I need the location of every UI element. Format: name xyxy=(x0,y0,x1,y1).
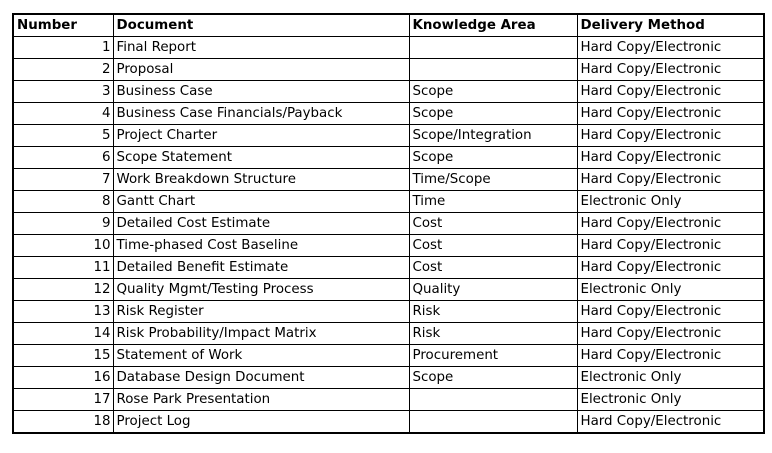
cell-number: 8 xyxy=(13,191,113,213)
table-row xyxy=(13,37,764,59)
cell-number: 15 xyxy=(13,345,113,367)
header-delivery-method: Delivery Method xyxy=(577,14,764,37)
cell-delivery-method: Hard Copy/Electronic xyxy=(577,147,764,169)
cell-number: 18 xyxy=(13,411,113,434)
cell-number: 4 xyxy=(13,103,113,125)
cell-delivery-method: Hard Copy/Electronic xyxy=(577,81,764,103)
cell-knowledge-area: Scope xyxy=(409,81,577,103)
cell-knowledge-area xyxy=(409,37,577,59)
cell-knowledge-area: Scope xyxy=(409,103,577,125)
header-knowledge-area: Knowledge Area xyxy=(409,14,577,37)
cell-number: 17 xyxy=(13,389,113,411)
table-row xyxy=(13,103,764,125)
deliverables-table xyxy=(12,13,765,434)
cell-delivery-method: Hard Copy/Electronic xyxy=(577,411,764,434)
cell-knowledge-area: Procurement xyxy=(409,345,577,367)
cell-number: 6 xyxy=(13,147,113,169)
cell-document: Business Case Financials/Payback xyxy=(113,103,409,125)
cell-delivery-method: Hard Copy/Electronic xyxy=(577,345,764,367)
cell-document: Database Design Document xyxy=(113,367,409,389)
table-row xyxy=(13,235,764,257)
cell-knowledge-area: Cost xyxy=(409,235,577,257)
cell-knowledge-area: Scope xyxy=(409,147,577,169)
cell-knowledge-area: Scope xyxy=(409,367,577,389)
cell-document: Risk Register xyxy=(113,301,409,323)
cell-document: Detailed Benefit Estimate xyxy=(113,257,409,279)
cell-document: Proposal xyxy=(113,59,409,81)
cell-number: 14 xyxy=(13,323,113,345)
cell-delivery-method: Hard Copy/Electronic xyxy=(577,257,764,279)
cell-delivery-method: Hard Copy/Electronic xyxy=(577,323,764,345)
cell-delivery-method: Electronic Only xyxy=(577,191,764,213)
cell-delivery-method: Electronic Only xyxy=(577,279,764,301)
table-row xyxy=(13,257,764,279)
cell-delivery-method: Hard Copy/Electronic xyxy=(577,103,764,125)
cell-knowledge-area xyxy=(409,411,577,434)
cell-number: 5 xyxy=(13,125,113,147)
cell-number: 7 xyxy=(13,169,113,191)
table-row xyxy=(13,389,764,411)
cell-knowledge-area: Risk xyxy=(409,323,577,345)
cell-number: 1 xyxy=(13,37,113,59)
cell-delivery-method: Hard Copy/Electronic xyxy=(577,169,764,191)
cell-delivery-method: Hard Copy/Electronic xyxy=(577,301,764,323)
cell-delivery-method: Hard Copy/Electronic xyxy=(577,213,764,235)
cell-knowledge-area xyxy=(409,389,577,411)
cell-delivery-method: Hard Copy/Electronic xyxy=(577,235,764,257)
cell-number: 11 xyxy=(13,257,113,279)
cell-document: Time-phased Cost Baseline xyxy=(113,235,409,257)
cell-number: 9 xyxy=(13,213,113,235)
cell-knowledge-area: Time/Scope xyxy=(409,169,577,191)
cell-delivery-method: Electronic Only xyxy=(577,389,764,411)
table-row xyxy=(13,345,764,367)
cell-number: 16 xyxy=(13,367,113,389)
cell-document: Risk Probability/Impact Matrix xyxy=(113,323,409,345)
cell-delivery-method: Hard Copy/Electronic xyxy=(577,125,764,147)
cell-delivery-method: Hard Copy/Electronic xyxy=(577,37,764,59)
header-row xyxy=(13,14,764,37)
table-row xyxy=(13,279,764,301)
table-row xyxy=(13,125,764,147)
cell-knowledge-area: Cost xyxy=(409,213,577,235)
header-document: Document xyxy=(113,14,409,37)
cell-number: 12 xyxy=(13,279,113,301)
cell-document: Final Report xyxy=(113,37,409,59)
cell-delivery-method: Electronic Only xyxy=(577,367,764,389)
cell-number: 2 xyxy=(13,59,113,81)
table-row xyxy=(13,59,764,81)
cell-document: Rose Park Presentation xyxy=(113,389,409,411)
table-row xyxy=(13,191,764,213)
cell-knowledge-area: Time xyxy=(409,191,577,213)
cell-document: Business Case xyxy=(113,81,409,103)
cell-document: Scope Statement xyxy=(113,147,409,169)
cell-knowledge-area: Scope/Integration xyxy=(409,125,577,147)
cell-delivery-method: Hard Copy/Electronic xyxy=(577,59,764,81)
table-row xyxy=(13,367,764,389)
header-number: Number xyxy=(13,14,113,37)
table-row xyxy=(13,147,764,169)
cell-document: Work Breakdown Structure xyxy=(113,169,409,191)
cell-knowledge-area: Risk xyxy=(409,301,577,323)
table-row xyxy=(13,213,764,235)
cell-document: Statement of Work xyxy=(113,345,409,367)
cell-document: Quality Mgmt/Testing Process xyxy=(113,279,409,301)
cell-number: 10 xyxy=(13,235,113,257)
cell-document: Project Log xyxy=(113,411,409,434)
cell-knowledge-area: Cost xyxy=(409,257,577,279)
table-row xyxy=(13,301,764,323)
cell-document: Detailed Cost Estimate xyxy=(113,213,409,235)
table-body xyxy=(13,37,764,434)
cell-document: Project Charter xyxy=(113,125,409,147)
cell-number: 3 xyxy=(13,81,113,103)
cell-number: 13 xyxy=(13,301,113,323)
table-row xyxy=(13,169,764,191)
cell-knowledge-area: Quality xyxy=(409,279,577,301)
table-row xyxy=(13,411,764,434)
cell-knowledge-area xyxy=(409,59,577,81)
cell-document: Gantt Chart xyxy=(113,191,409,213)
table-row xyxy=(13,81,764,103)
table-row xyxy=(13,323,764,345)
